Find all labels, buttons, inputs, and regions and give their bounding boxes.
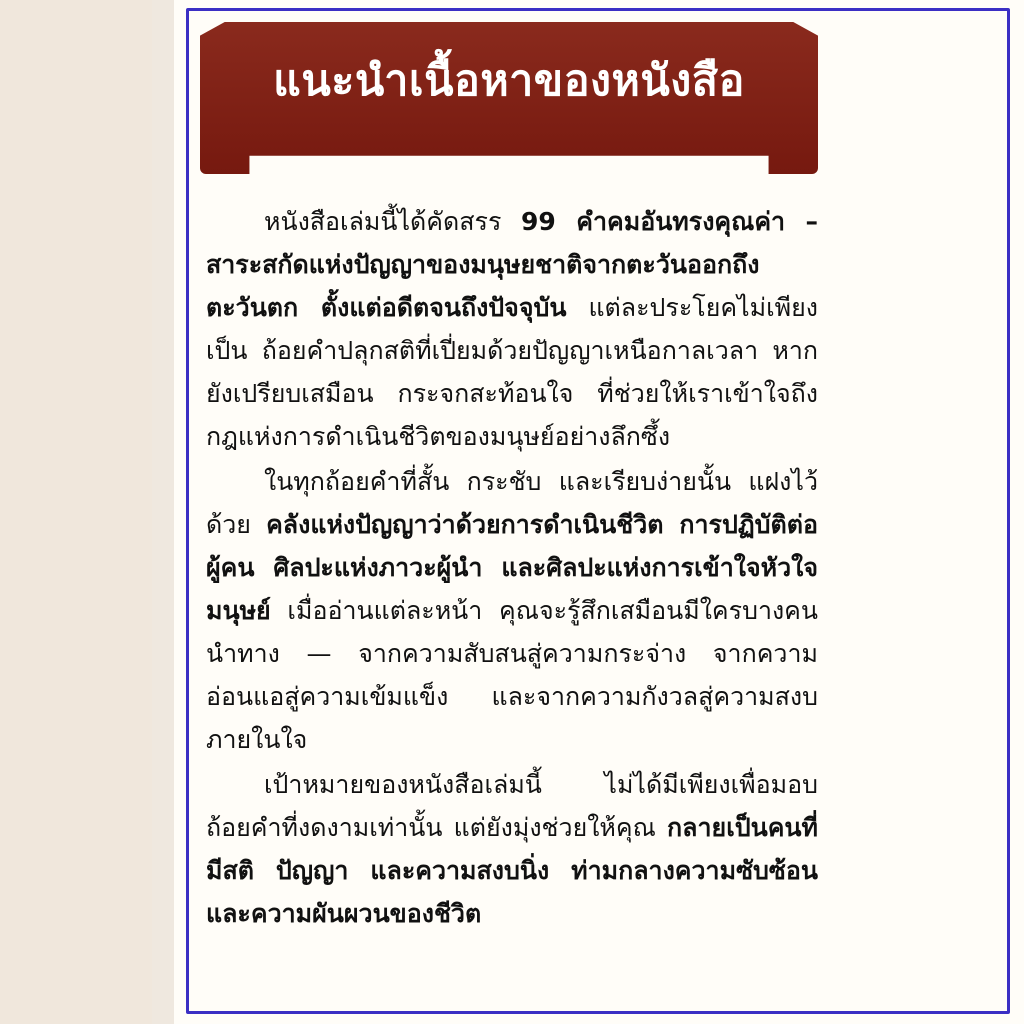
body-content	[206, 200, 818, 937]
body-text-run: ในทุกถ้อยคำที่สั้น กระชับ และเรียบง่ายนั้น แฝงไว้ด้วย	[206, 467, 818, 539]
left-margin-inner-strip	[152, 0, 174, 1024]
header-banner	[200, 22, 818, 174]
page-title: แนะนำเนื้อหาของหนังสือ	[273, 56, 745, 106]
body-text-run: เป้าหมายของหนังสือเล่มนี้ ไม่ได้มีเพียงเพื่อมอบถ้อยคำที่งดงามเท่านั้น แต่ยังมุ่งช่วยให้คุณ	[206, 770, 818, 842]
paragraph-3	[206, 763, 818, 935]
body-text-run: หนังสือเล่มนี้ได้คัดสรร	[264, 207, 522, 236]
paragraph-1	[206, 200, 818, 458]
body-text-run: เมื่ออ่านแต่ละหน้า คุณจะรู้สึกเสมือนมีใครบางคนนำทาง — จากความสับสนสู่ความกระจ่าง จากความอ่อนแอสู่ความเข้มแข็ง และจากความกังวลสู่ความสงบภายในใจ	[206, 596, 818, 754]
body-text-run: แต่ละประโยคไม่เพียงเป็น ถ้อยคำปลุกสติที่เปี่ยมด้วยปัญญาเหนือกาลเวลา หากยังเปรียบเสมือน กระจกสะท้อนใจ ที่ช่วยให้เราเข้าใจถึงกฎแห่งการดำเนินชีวิตของมนุษย์อย่างลึกซึ้ง	[206, 293, 818, 451]
paragraph-2	[206, 460, 818, 761]
emphasis-text: คลังแห่งปัญญาว่าด้วยการดำเนินชีวิต การปฏิบัติต่อผู้คน ศิลปะแห่งภาวะผู้นำ และศิลปะแห่งการเข้าใจหัวใจมนุษย์	[206, 510, 818, 625]
emphasis-text: กลายเป็นคนที่มีสติ ปัญญา และความสงบนิ่ง ท่ามกลางความซับซ้อนและความผันผวนของชีวิต	[206, 813, 818, 928]
emphasis-text: 99 คำคมอันทรงคุณค่า – สาระสกัดแห่งปัญญาของมนุษยชาติจากตะวันออกถึงตะวันตก ตั้งแต่อดีตจนถึงปัจจุบัน	[206, 207, 819, 322]
left-margin-strip	[0, 0, 152, 1024]
